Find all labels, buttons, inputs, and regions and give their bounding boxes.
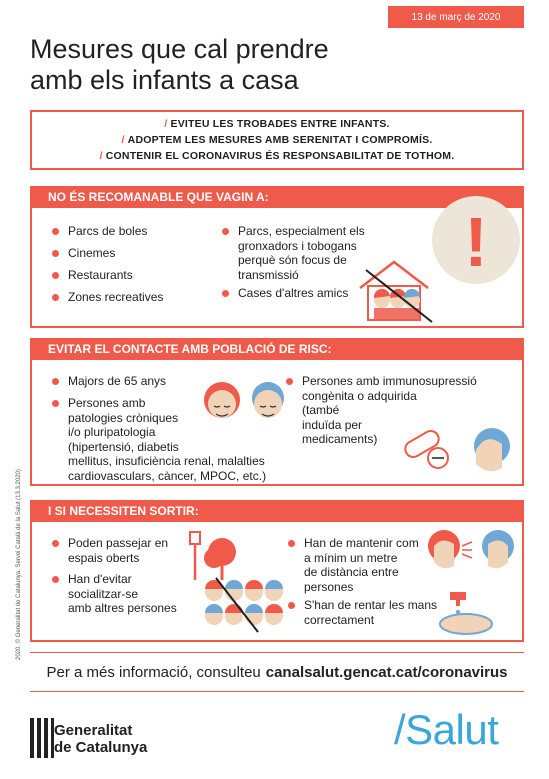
tagline-3: / CONTENIR EL CORONAVIRUS ÉS RESPONSABILITAT DE TOTHOM. [99,150,455,162]
side-credit: 2020. © Generalitat de Catalunya. Servei Català de la Salut (13.3.2020) [16,469,22,660]
friends-house-crossed-icon [352,256,442,326]
section-header: I SI NECESSITEN SORTIR: [30,500,524,522]
list-item: Parcs, especialment els gronxadors i tobogans perquè són focus de transmissió [222,224,372,282]
list-item: Han d'evitar socialitzar-se amb altres persones [52,572,202,616]
section-if-they-go-out [30,500,524,642]
tagline-2: / ADOPTEM LES MESURES AMB SERENITAT I COMPROMÍS. [121,134,433,146]
bullet-icon [52,576,59,583]
section-risk-population [30,338,524,486]
bullet-icon [52,400,59,407]
section-not-recommended [30,186,524,328]
list-item: Majors de 65 anys [52,374,166,389]
bullet-icon [52,540,59,547]
info-link[interactable]: canalsalut.gencat.cat/coronavirus [265,663,508,681]
generalitat-name: Generalitat de Catalunya [54,722,148,756]
alert-icon [430,194,522,286]
bullet-icon [222,290,229,297]
bullet-icon [288,540,295,547]
list-item: Poden passejar en espais oberts [52,536,202,565]
bullet-icon [52,294,59,301]
date-badge: 13 de març de 2020 [388,6,524,28]
list-item: Zones recreatives [52,290,163,305]
tagline-1: / EVITEU LES TROBADES ENTRE INFANTS. [164,118,390,130]
medication-person-icon [400,416,520,476]
handwashing-icon [434,586,500,636]
list-item: Cases d'altres amics [222,286,372,301]
distance-between-people-icon [424,524,520,574]
bullet-icon [222,228,229,235]
list-item: Han de mantenir com a mínim un metre de distància entre persones [288,536,438,594]
list-item: Persones amb patologies cròniques i/o pluripatologia (hipertensió, diabetis mellitus, insuficiència renal, malalties cardiovasculars, càncer, MPOC, etc.) [52,396,312,483]
tagline-box [30,110,524,170]
alert-symbol: ! [464,203,488,281]
section-header: NO ÉS RECOMANABLE QUE VAGIN A: [30,186,524,208]
list-item: Persones amb immunosupressió congènita o adquirida (també induïda per medicaments) [286,374,516,447]
list-item: Restaurants [52,268,133,283]
bullet-icon [52,378,59,385]
title-line-1: Mesures que cal prendre [30,34,329,64]
title-line-2: amb els infants a casa [30,65,299,95]
info-line [30,652,524,692]
generalitat-logo-icon [30,718,54,762]
group-crossed-icon [198,574,290,634]
bullet-icon [52,228,59,235]
list-item: S'han de rentar les mans correctament [288,598,438,627]
salut-brand: /Salut [394,706,499,753]
elderly-people-icon [192,368,302,428]
section-header: EVITAR EL CONTACTE AMB POBLACIÓ DE RISC: [30,338,524,360]
page-title [30,34,470,96]
list-item: Cinemes [52,246,115,261]
bullet-icon [52,250,59,257]
info-prefix: Per a més informació, consulteu [46,663,261,681]
bullet-icon [52,272,59,279]
list-item: Parcs de boles [52,224,147,239]
